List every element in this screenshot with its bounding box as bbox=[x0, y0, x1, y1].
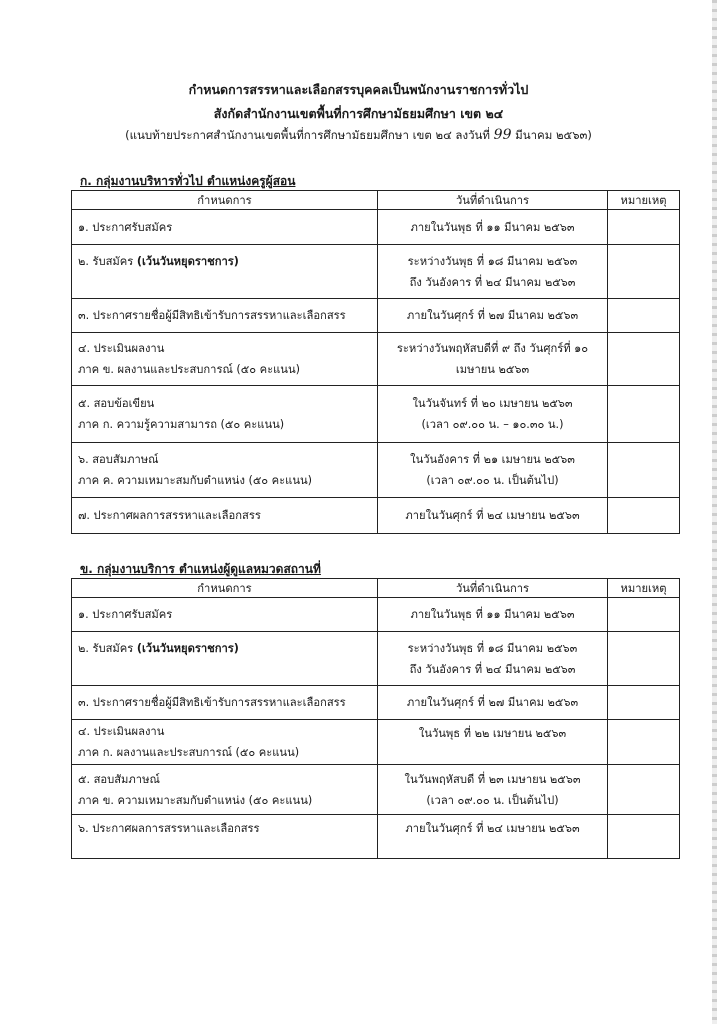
remark-cell bbox=[608, 498, 680, 534]
reference-text-after: มีนาคม ๒๕๖๓) bbox=[515, 128, 592, 142]
document-title: กำหนดการสรรหาและเลือกสรรบุคคลเป็นพนักงานราชการทั่วไป bbox=[188, 82, 529, 97]
document-reference bbox=[0, 127, 717, 145]
schedule-cell: ๖. ประกาศผลการสรรหาและเลือกสรร bbox=[72, 815, 378, 859]
remark-cell bbox=[608, 720, 680, 765]
schedule-cell: ๑. ประกาศรับสมัคร bbox=[72, 598, 378, 632]
remark-cell bbox=[608, 598, 680, 632]
table-row bbox=[72, 686, 680, 720]
date-cell: ภายในวันศุกร์ ที่ ๒๗ มีนาคม ๒๕๖๓ bbox=[378, 299, 608, 333]
table-header-row bbox=[72, 579, 680, 598]
remark-cell bbox=[608, 815, 680, 859]
remark-cell bbox=[608, 443, 680, 498]
date-cell: ในวันพฤหัสบดี ที่ ๒๓ เมษายน ๒๕๖๓ (เวลา ๐๙.๐๐ น. เป็นต้นไป) bbox=[378, 765, 608, 815]
date-cell: ภายในวันพุธ ที่ ๑๑ มีนาคม ๒๕๖๓ bbox=[378, 598, 608, 632]
table-row bbox=[72, 720, 680, 765]
table-row bbox=[72, 210, 680, 245]
date-cell: ภายในวันพุธ ที่ ๑๑ มีนาคม ๒๕๖๓ bbox=[378, 210, 608, 245]
date-cell: ภายในวันศุกร์ ที่ ๒๗ มีนาคม ๒๕๖๓ bbox=[378, 686, 608, 720]
section-a-table bbox=[71, 190, 680, 534]
column-header-schedule: กำหนดการ bbox=[72, 579, 378, 598]
remark-cell bbox=[608, 632, 680, 686]
table-row bbox=[72, 299, 680, 333]
column-header-date: วันที่ดำเนินการ bbox=[378, 579, 608, 598]
schedule-cell: ๕. สอบข้อเขียน ภาค ก. ความรู้ความสามารถ (๕๐ คะแนน) bbox=[72, 386, 378, 443]
remark-cell bbox=[608, 765, 680, 815]
remark-cell bbox=[608, 686, 680, 720]
column-header-remark: หมายเหตุ bbox=[608, 191, 680, 210]
date-cell: ระหว่างวันพฤหัสบดีที่ ๙ ถึง วันศุกร์ที่ ๑๐ เมษายน ๒๕๖๓ bbox=[378, 333, 608, 386]
table-row bbox=[72, 598, 680, 632]
column-header-date: วันที่ดำเนินการ bbox=[378, 191, 608, 210]
table-row bbox=[72, 245, 680, 299]
date-cell: ภายในวันศุกร์ ที่ ๒๔ เมษายน ๒๕๖๓ bbox=[378, 815, 608, 859]
date-cell: ระหว่างวันพุธ ที่ ๑๘ มีนาคม ๒๕๖๓ ถึง วันอังคาร ที่ ๒๔ มีนาคม ๒๕๖๓ bbox=[378, 632, 608, 686]
remark-cell bbox=[608, 245, 680, 299]
remark-cell bbox=[608, 299, 680, 333]
schedule-cell: ๖. สอบสัมภาษณ์ ภาค ค. ความเหมาะสมกับตำแหน่ง (๕๐ คะแนน) bbox=[72, 443, 378, 498]
table-row bbox=[72, 333, 680, 386]
schedule-cell: ๔. ประเมินผลงาน ภาค ข. ผลงานและประสบการณ์ (๕๐ คะแนน) bbox=[72, 333, 378, 386]
schedule-cell: ๒. รับสมัคร (เว้นวันหยุดราชการ) bbox=[72, 632, 378, 686]
table-row bbox=[72, 498, 680, 534]
scan-edge-artifact bbox=[712, 0, 717, 1024]
remark-cell bbox=[608, 210, 680, 245]
date-cell: ในวันพุธ ที่ ๒๒ เมษายน ๒๕๖๓ bbox=[378, 720, 608, 765]
schedule-cell: ๕. สอบสัมภาษณ์ ภาค ข. ความเหมาะสมกับตำแหน่ง (๕๐ คะแนน) bbox=[72, 765, 378, 815]
date-cell: ภายในวันศุกร์ ที่ ๒๔ เมษายน ๒๕๖๓ bbox=[378, 498, 608, 534]
date-cell: ในวันอังคาร ที่ ๒๑ เมษายน ๒๕๖๓ (เวลา ๐๙.๐๐ น. เป็นต้นไป) bbox=[378, 443, 608, 498]
remark-cell bbox=[608, 333, 680, 386]
table-row bbox=[72, 443, 680, 498]
table-header-row bbox=[72, 191, 680, 210]
schedule-cell: ๓. ประกาศรายชื่อผู้มีสิทธิเข้ารับการสรรหาและเลือกสรร bbox=[72, 686, 378, 720]
column-header-schedule: กำหนดการ bbox=[72, 191, 378, 210]
section-b-table bbox=[71, 578, 680, 859]
column-header-remark: หมายเหตุ bbox=[608, 579, 680, 598]
table-row bbox=[72, 632, 680, 686]
schedule-cell: ๗. ประกาศผลการสรรหาและเลือกสรร bbox=[72, 498, 378, 534]
schedule-cell: ๔. ประเมินผลงาน ภาค ก. ผลงานและประสบการณ์ (๕๐ คะแนน) bbox=[72, 720, 378, 765]
schedule-cell: ๒. รับสมัคร (เว้นวันหยุดราชการ) bbox=[72, 245, 378, 299]
date-cell: ระหว่างวันพุธ ที่ ๑๘ มีนาคม ๒๕๖๓ ถึง วันอังคาร ที่ ๒๔ มีนาคม ๒๕๖๓ bbox=[378, 245, 608, 299]
schedule-cell: ๑. ประกาศรับสมัคร bbox=[72, 210, 378, 245]
handwritten-day: 99 bbox=[493, 127, 512, 143]
document-subtitle: สังกัดสำนักงานเขตพื้นที่การศึกษามัธยมศึกษา เขต ๒๔ bbox=[213, 106, 504, 121]
schedule-cell: ๓. ประกาศรายชื่อผู้มีสิทธิเข้ารับการสรรหาและเลือกสรร bbox=[72, 299, 378, 333]
table-row bbox=[72, 765, 680, 815]
section-a-title: ก. กลุ่มงานบริหารทั่วไป ตำแหน่งครูผู้สอน bbox=[80, 174, 296, 188]
section-b-title: ข. กลุ่มงานบริการ ตำแหน่งผู้ดูแลหมวดสถานที่ bbox=[80, 562, 321, 576]
table-row bbox=[72, 386, 680, 443]
reference-text-before: (แนบท้ายประกาศสำนักงานเขตพื้นที่การศึกษามัธยมศึกษา เขต ๒๔ ลงวันที่ bbox=[125, 128, 490, 142]
table-row bbox=[72, 815, 680, 859]
remark-cell bbox=[608, 386, 680, 443]
date-cell: ในวันจันทร์ ที่ ๒๐ เมษายน ๒๕๖๓ (เวลา ๐๙.๐๐ น. – ๑๐.๓๐ น.) bbox=[378, 386, 608, 443]
